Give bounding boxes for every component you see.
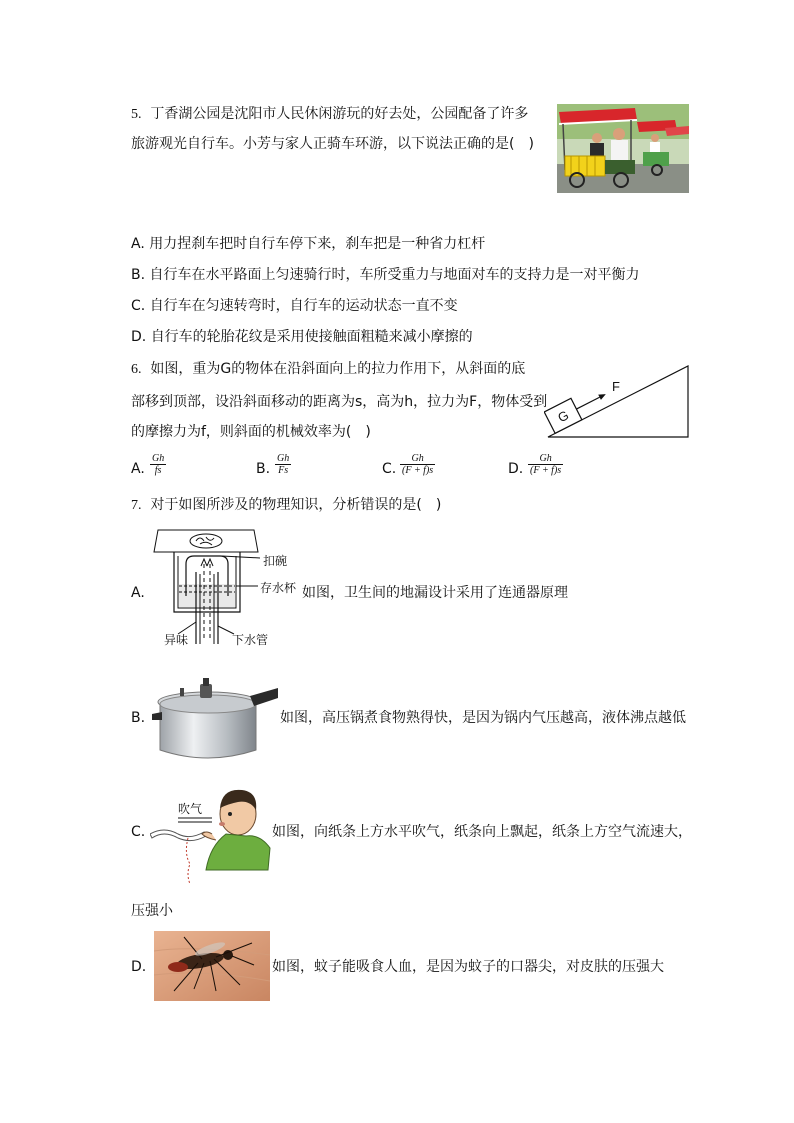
q6-line3: 的摩擦力为f，则斜面的机械效率为( )	[131, 424, 371, 440]
q6-option-b-den: Fs	[278, 465, 289, 476]
q5-option-d-text: 自行车的轮胎花纹是采用使接触面粗糙来减小摩擦的	[150, 329, 473, 345]
q6-option-b-num: Gh	[277, 453, 290, 464]
q6-option-d-label[interactable]: D.	[508, 461, 524, 477]
incline-force-label: F	[612, 379, 620, 394]
q7-option-a-label[interactable]: A.	[131, 585, 145, 601]
q5-option-a-label: A.	[131, 236, 145, 252]
q6-option-d-num: Gh	[539, 453, 552, 464]
q6-option-a-label[interactable]: A.	[131, 461, 145, 477]
q7-option-d-label[interactable]: D.	[131, 959, 147, 975]
q6-option-c-num: Gh	[411, 453, 424, 464]
q7-option-c-label[interactable]: C.	[131, 824, 146, 840]
q6-line2: 部移到顶部，设沿斜面移动的距离为s，高为h，拉力为F，物体受到	[131, 394, 548, 410]
q5-option-b-label: B.	[131, 267, 146, 283]
q6-number: 6.	[131, 362, 142, 377]
incline-block-label: G	[555, 407, 572, 426]
floor-drain-label-odor: 异味	[164, 633, 189, 647]
q7-option-d-text: 如图，蚊子能吸食人血，是因为蚊子的口器尖，对皮肤的压强大	[272, 959, 664, 975]
q7-option-c-text-cont: 压强小	[131, 903, 173, 919]
q7-stem-text: 对于如图所涉及的物理知识，分析错误的是( )	[150, 497, 442, 513]
q5-option-b-text: 自行车在水平路面上匀速骑行时，车所受重力与地面对车的支持力是一对平衡力	[149, 267, 640, 283]
q5-stem-1: 丁香湖公园是沈阳市人民休闲游玩的好去处，公园配备了许多	[150, 106, 529, 122]
q5-option-d-label: D.	[131, 329, 147, 345]
incline-figure	[544, 364, 692, 440]
q5-number: 5.	[131, 107, 142, 122]
blowing-paper-image	[150, 774, 272, 886]
q6-option-a-fraction	[150, 453, 166, 476]
q5-option-a[interactable]	[131, 234, 485, 254]
q6-option-a-den: fs	[154, 465, 162, 476]
q7-number: 7.	[131, 498, 142, 513]
q6-option-c-fraction	[400, 453, 435, 476]
bicycle-photo	[557, 104, 689, 193]
q7-stem	[131, 495, 441, 516]
q6-option-b-fraction	[275, 453, 291, 476]
floor-drain-label-cup: 存水杯	[260, 581, 297, 595]
floor-drain-label-bowl: 扣碗	[263, 554, 288, 568]
q5-option-c-text: 自行车在匀速转弯时，自行车的运动状态一直不变	[149, 298, 458, 314]
q5-option-d[interactable]	[131, 327, 473, 347]
mosquito-photo	[154, 931, 270, 1001]
q5-option-c[interactable]	[131, 296, 458, 316]
q7-option-c-text: 如图，向纸条上方水平吹气，纸条向上飘起，纸条上方空气流速大，	[272, 824, 692, 840]
q5-line2: 旅游观光自行车。小芳与家人正骑车环游，以下说法正确的是( )	[131, 136, 534, 152]
floor-drain-diagram	[150, 526, 302, 648]
pressure-cooker-image	[150, 674, 280, 766]
q6-option-a-num: Gh	[152, 453, 165, 464]
floor-drain-label-pipe: 下水管	[232, 633, 269, 647]
q7-option-b-label[interactable]: B.	[131, 710, 146, 726]
q6-option-d-fraction	[528, 453, 563, 476]
q7-option-a-text: 如图，卫生间的地漏设计采用了连通器原理	[302, 585, 568, 601]
q5-option-a-text: 用力捏刹车把时自行车停下来，刹车把是一种省力杠杆	[149, 236, 486, 252]
q7-option-b-statement: 如图，高压锅煮食物熟得快，是因为锅内气压越高，液体沸点越低	[280, 710, 686, 726]
q6-stem-1: 如图，重为G的物体在沿斜面向上的拉力作用下，从斜面的底	[150, 361, 526, 377]
q6-option-d-den: (F + f)s	[530, 465, 562, 476]
q6-option-c-den: (F + f)s	[402, 465, 434, 476]
q5-line1	[131, 104, 528, 125]
q6-option-c-label[interactable]: C.	[382, 461, 397, 477]
blowing-label: 吹气	[178, 802, 203, 816]
q6-line1	[131, 359, 525, 380]
q5-option-b[interactable]	[131, 265, 640, 285]
q6-option-b-label[interactable]: B.	[256, 461, 271, 477]
q5-option-c-label: C.	[131, 298, 146, 314]
